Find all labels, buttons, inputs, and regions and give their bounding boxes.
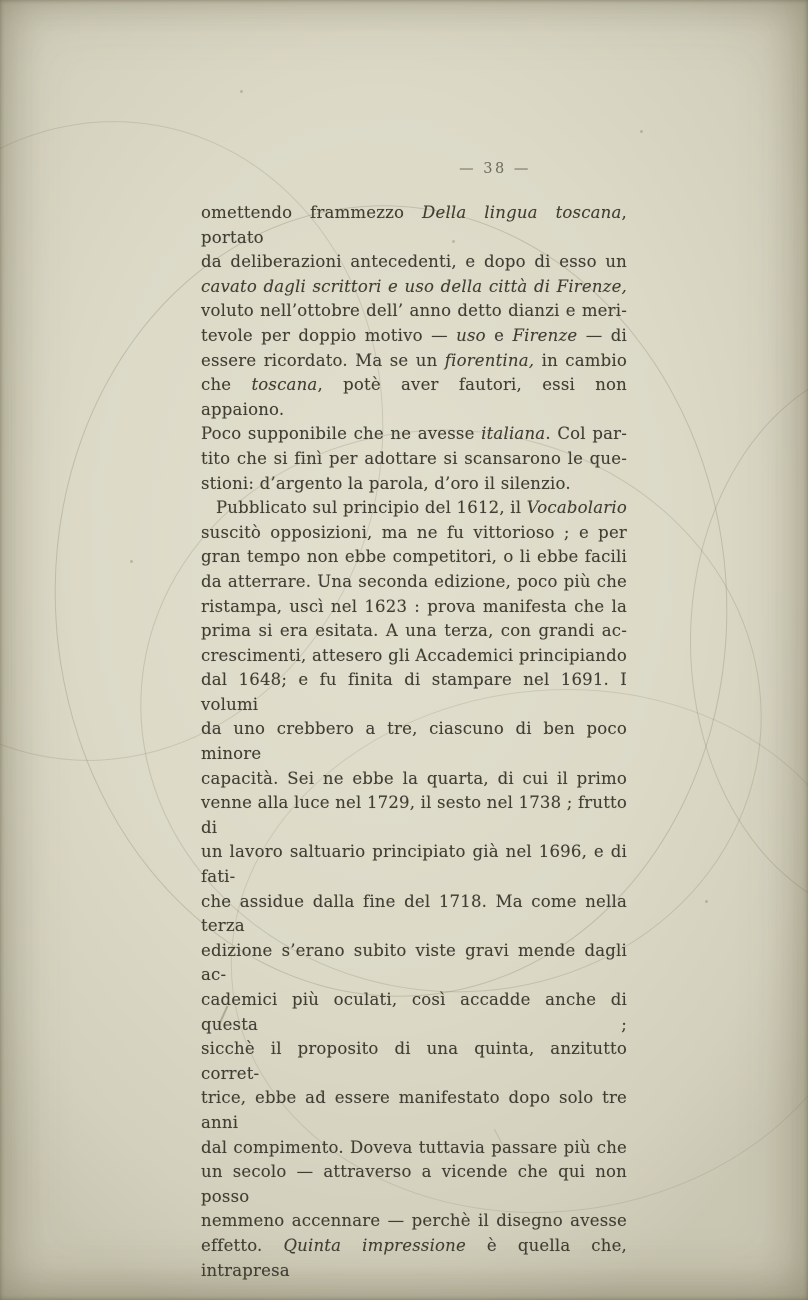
text-line: [201, 939, 627, 988]
text-segment: stioni: d’argento la parola, d’oro il silenzio.: [201, 473, 571, 493]
italic-text-segment: fiorentina,: [444, 350, 535, 370]
text-line: [201, 349, 627, 374]
text-line: [201, 767, 627, 792]
text-line: [201, 472, 627, 497]
text-line: [201, 1160, 627, 1209]
text-line: [201, 1037, 627, 1086]
text-segment: prima si era esitata. A una terza, con grandi ac-: [201, 621, 627, 641]
text-segment: che: [201, 375, 252, 395]
text-segment: voluto nell’ottobre dell’ anno detto dianzi e meri-: [201, 301, 627, 321]
text-line: [201, 840, 627, 889]
text-line: [201, 373, 627, 422]
text-line: [201, 250, 627, 275]
text-segment: ristampa, uscì nel 1623 : prova manifesta che la: [201, 596, 627, 616]
text-line: [201, 545, 627, 570]
text-segment: che assidue dalla fine del 1718. Ma come nella terza: [201, 891, 627, 936]
text-line: [201, 619, 627, 644]
paper-speckle: [240, 90, 243, 93]
paper-speckle: [130, 560, 133, 563]
italic-text-segment: Quinta impressione: [283, 1235, 466, 1255]
page-number: — 38 —: [459, 161, 531, 177]
text-segment: cademici più oculati, così accadde anche di questa ;: [201, 990, 627, 1034]
text-segment: capacità. Sei ne ebbe la quarta, di cui il primo: [201, 768, 627, 788]
text-segment: — di: [577, 325, 627, 345]
italic-text-segment: Della lingua toscana: [422, 203, 622, 222]
italic-text-segment: cavato dagli scrittori e uso della città di Firenze,: [201, 276, 627, 296]
text-segment: un secolo — attraverso a vicende che qui non posso: [201, 1162, 627, 1206]
text-segment: gran tempo non ebbe competitori, o li ebbe facili: [201, 547, 627, 567]
text-line: [201, 1234, 627, 1283]
text-line: [201, 1209, 627, 1234]
italic-text-segment: italiana: [481, 424, 546, 444]
paper-speckle: [640, 130, 643, 133]
text-line: [201, 570, 627, 595]
page-text-block: [201, 201, 627, 1283]
text-segment: un lavoro saltuario principiato già nel 1696, e di fati-: [201, 842, 627, 887]
text-line: [201, 890, 627, 939]
italic-text-segment: Vocabolario: [526, 498, 627, 518]
italic-text-segment: Firenze: [512, 325, 578, 345]
text-line: [201, 201, 627, 250]
text-segment: e: [485, 325, 513, 345]
text-segment: , potè aver fautori, essi non appaiono.: [201, 375, 627, 419]
text-line: [201, 1086, 627, 1135]
text-line: [201, 324, 627, 349]
text-line: [201, 988, 627, 1037]
text-segment: venne alla luce nel 1729, il sesto nel 1738 ; frutto di: [201, 793, 627, 837]
paper-speckle: [705, 900, 708, 903]
text-line: [201, 668, 627, 717]
text-line: [201, 422, 627, 447]
text-line: [201, 717, 627, 766]
text-segment: sicchè il proposito di una quinta, anzitutto corret-: [201, 1039, 627, 1083]
text-segment: crescimenti, attesero gli Accademici principiando: [201, 645, 627, 665]
text-segment: da atterrare. Una seconda edizione, poco più che: [201, 571, 627, 591]
text-segment: Pubblicato sul principio del 1612, il: [216, 498, 527, 518]
text-segment: omettendo frammezzo: [201, 203, 423, 222]
text-line: [201, 595, 627, 620]
text-line: [201, 1136, 627, 1161]
text-segment: da uno crebbero a tre, ciascuno di ben poco minore: [201, 719, 627, 764]
text-segment: nemmeno accennare — perchè il disegno avesse: [201, 1211, 627, 1231]
text-line: [201, 644, 627, 669]
text-segment: Poco supponibile che ne avesse: [201, 424, 482, 444]
text-line: [201, 791, 627, 840]
italic-text-segment: uso: [456, 325, 486, 345]
text-segment: tito che si finì per adottare si scansarono le que-: [201, 448, 627, 468]
text-segment: da deliberazioni antecedenti, e dopo di esso un: [201, 252, 627, 272]
text-line: [201, 521, 627, 546]
text-segment: è quella che, intrapresa: [201, 1235, 627, 1280]
text-segment: . Col par-: [545, 424, 627, 444]
text-line: [201, 447, 627, 472]
text-segment: dal 1648; e fu finita di stampare nel 1691. I volumi: [201, 670, 627, 714]
text-segment: essere ricordato. Ma se un: [201, 350, 445, 370]
text-segment: , portato: [201, 203, 627, 247]
text-line: [201, 275, 627, 300]
text-segment: dal compimento. Doveva tuttavia passare più che: [201, 1137, 627, 1157]
text-line: [201, 299, 627, 324]
text-line: [201, 496, 627, 521]
text-segment: in cambio: [534, 350, 627, 370]
text-segment: trice, ebbe ad essere manifestato dopo solo tre anni: [201, 1088, 627, 1132]
text-segment: edizione s’erano subito viste gravi mende dagli ac-: [201, 940, 627, 985]
text-segment: suscitò opposizioni, ma ne fu vittorioso ; e per: [201, 522, 627, 542]
text-segment: effetto.: [201, 1235, 284, 1255]
text-segment: tevole per doppio motivo —: [201, 325, 457, 345]
italic-text-segment: toscana: [251, 375, 318, 395]
paper-watermark-arc: [690, 360, 808, 922]
